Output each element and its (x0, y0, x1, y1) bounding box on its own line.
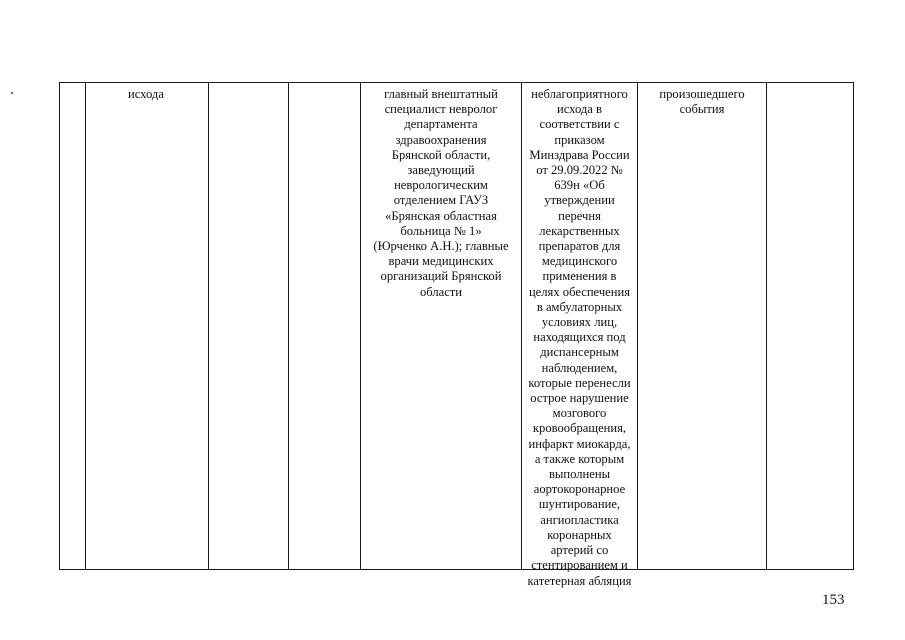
cell-criteria-text: неблагоприятного исхода в соответствии с приказом Минздрава России от 29.09.2022 № 639н «Об утверждении перечня лекарственных препаратов для медицинского применения в целях обеспечения в амбулаторных условиях лиц, находящихся под диспансерным наблюдением, которые перенесли острое нарушение мозгового кровообращения, инфаркт миокарда, а также которым выполнены аортокоронарное шунтирование, ангиопластика коронарных артерий со стентированием и катетерная абляция (527, 87, 632, 588)
table-cell-event (638, 83, 767, 569)
table-cell-number (60, 83, 86, 569)
cell-result-text: исхода (128, 87, 164, 101)
table-cell-responsible (361, 83, 522, 569)
page-number: 153 (822, 592, 845, 608)
scan-speck (11, 92, 13, 94)
table-cell-result (86, 83, 209, 569)
continuation-table (59, 82, 854, 588)
table-cell-criteria (522, 83, 638, 588)
cell-responsible-text: главный внештатный специалист невролог департамента здравоохранения Брянской области, заведующий неврологическим отделением ГАУЗ «Брянская областная больница № 1» (Юрченко А.Н.); главные врачи медицинских организаций Брянской области (373, 87, 509, 299)
table-cell-empty-1 (209, 83, 289, 569)
table-cell-empty-3 (767, 83, 855, 569)
table-cell-empty-2 (289, 83, 361, 569)
cell-event-text: произошедшего события (659, 87, 745, 117)
